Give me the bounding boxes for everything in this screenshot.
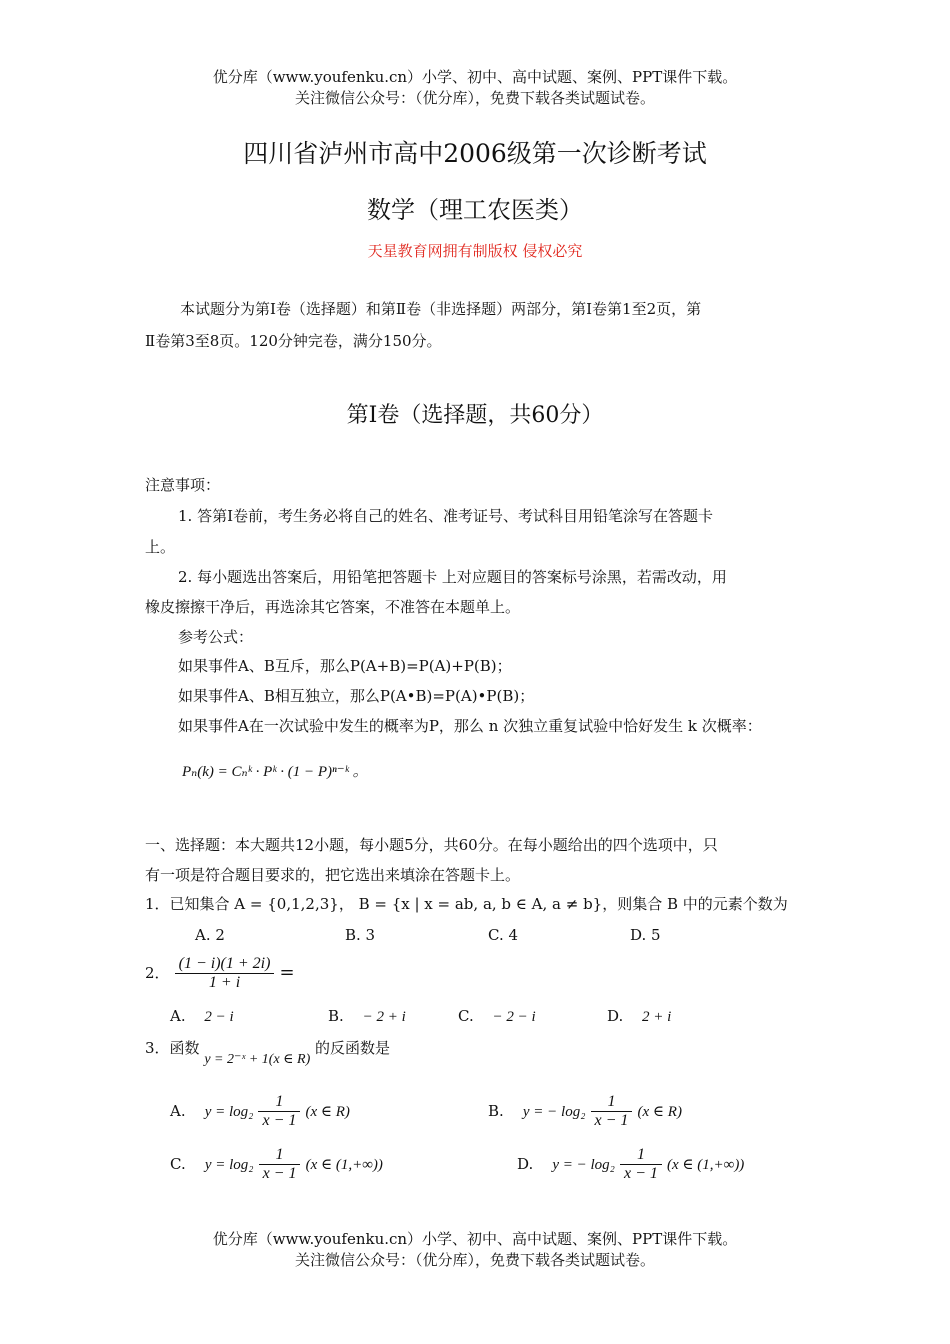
- option-a-fraction: [258, 1093, 300, 1130]
- question-1-option-c: C. 4: [488, 926, 519, 944]
- option-d-label: D.: [517, 1155, 534, 1173]
- option-d-label: D.: [607, 1007, 624, 1025]
- page-subtitle: 数学（理工农医类）: [367, 196, 583, 224]
- question-2-numerator: (1 − i)(1 + 2i): [175, 955, 275, 974]
- option-c-label: C.: [170, 1155, 186, 1173]
- question-2-option-a: [170, 1007, 234, 1026]
- fraction-denominator: x − 1: [262, 1112, 297, 1129]
- fraction-numerator: 1: [591, 1093, 633, 1112]
- question-2-denominator: 1 + i: [208, 974, 241, 991]
- option-d-fraction: [620, 1146, 662, 1183]
- option-b-fraction: [591, 1093, 633, 1130]
- note-2-line-2: 橡皮擦擦干净后，再选涂其它答案，不准答在本题单上。: [145, 598, 521, 616]
- note-1-line-2: 上。: [145, 538, 176, 556]
- option-c-fraction: [259, 1146, 301, 1183]
- option-b-domain: (x ∈ R): [637, 1104, 682, 1120]
- fraction-numerator: 1: [259, 1146, 301, 1165]
- fraction-denominator: x − 1: [262, 1165, 297, 1182]
- question-3-function: y = 2⁻ˣ + 1(x ∈ R): [204, 1052, 311, 1067]
- option-c-label: C.: [458, 1007, 474, 1025]
- question-3-option-b: [488, 1093, 682, 1130]
- page-title: 四川省泸州市高中2006级第一次诊断考试: [243, 139, 707, 168]
- formula-independent: 如果事件A、B相互独立，那么P(A•B)=P(A)•P(B)；: [178, 687, 535, 705]
- question-3-label: 3．函数: [145, 1039, 200, 1057]
- reference-heading: 参考公式：: [178, 628, 254, 646]
- formula-binomial-desc: 如果事件A在一次试验中发生的概率为P，那么 n 次独立重复试验中恰好发生 k 次概率：: [178, 717, 762, 735]
- note-2-line-1: 2. 每小题选出答案后，用铅笔把答题卡 上对应题目的答案标号涂黑，若需改动，用: [178, 568, 727, 586]
- formula-mutually-exclusive: 如果事件A、B互斥，那么P(A+B)=P(A)+P(B)；: [178, 657, 512, 675]
- option-a-label: A.: [170, 1102, 186, 1120]
- question-2-option-d: [607, 1007, 671, 1026]
- question-3-stem: [145, 1037, 391, 1067]
- intro-line-2: Ⅱ卷第3至8页。120分钟完卷，满分150分。: [145, 332, 442, 350]
- note-1-line-1: 1. 答第Ⅰ卷前，考生务必将自己的姓名、准考证号、考试科目用铅笔涂写在答题卡: [178, 507, 714, 525]
- fraction-denominator: x − 1: [624, 1165, 658, 1182]
- part1-instructions-line-2: 有一项是符合题目要求的，把它选出来填涂在答题卡上。: [145, 866, 521, 884]
- part1-instructions-line-1: 一、选择题：本大题共12小题，每小题5分，共60分。在每小题给出的四个选项中，只: [145, 836, 718, 854]
- notes-heading: 注意事项：: [145, 476, 221, 494]
- option-d-value: 2 + i: [642, 1009, 672, 1025]
- option-a-value: 2 − i: [204, 1009, 234, 1025]
- question-1-option-a: A. 2: [195, 926, 225, 944]
- option-c-value: − 2 − i: [492, 1009, 536, 1025]
- intro-line-1: 本试题分为第Ⅰ卷（选择题）和第Ⅱ卷（非选择题）两部分，第Ⅰ卷第1至2页，第: [180, 300, 702, 318]
- question-2-label: 2．: [145, 964, 170, 982]
- footer-line-1: 优分库（www.youfenku.cn）小学、初中、高中试题、案例、PPT课件下载。: [212, 1230, 738, 1248]
- fraction-denominator: x − 1: [594, 1112, 629, 1129]
- option-b-value: − 2 + i: [362, 1009, 406, 1025]
- question-1-option-b: B. 3: [345, 926, 376, 944]
- header-line-2: 关注微信公众号：（优分库），免费下载各类试题试卷。: [294, 89, 655, 107]
- footer-line-2: 关注微信公众号：（优分库），免费下载各类试题试卷。: [294, 1251, 655, 1269]
- option-c-log: y = log₂: [204, 1157, 254, 1173]
- question-3-option-c: [170, 1146, 383, 1183]
- header-line-1: 优分库（www.youfenku.cn）小学、初中、高中试题、案例、PPT课件下载。: [212, 68, 738, 86]
- fraction-numerator: 1: [620, 1146, 662, 1165]
- option-b-log: y = − log₂: [522, 1104, 586, 1120]
- question-3-option-d: [517, 1146, 744, 1183]
- question-1-stem: 1．已知集合 A = {0,1,2,3}， B = {x | x = ab, a, b ∈ A, a ≠ b}，则集合 B 中的元素个数为: [145, 895, 788, 913]
- question-2-option-c: [458, 1007, 536, 1026]
- option-c-domain: (x ∈ (1,+∞)): [305, 1157, 383, 1173]
- question-3-option-a: [170, 1093, 350, 1130]
- question-2-option-b: [328, 1007, 406, 1026]
- question-2-equals: =: [279, 962, 295, 983]
- option-d-domain: (x ∈ (1,+∞)): [667, 1157, 745, 1173]
- question-1-option-d: D. 5: [630, 926, 661, 944]
- option-a-domain: (x ∈ R): [305, 1104, 350, 1120]
- option-a-label: A.: [170, 1007, 186, 1025]
- question-2-fraction: [175, 955, 275, 992]
- copyright-notice: 天星教育网拥有制版权 侵权必究: [367, 242, 583, 260]
- binomial-formula: Pₙ(k) = Cₙᵏ · Pᵏ · (1 − P)ⁿ⁻ᵏ 。: [182, 764, 368, 780]
- question-2-stem: [145, 955, 295, 992]
- option-d-log: y = − log₂: [552, 1157, 615, 1173]
- option-b-label: B.: [488, 1102, 504, 1120]
- option-a-log: y = log₂: [204, 1104, 254, 1120]
- question-3-tail: 的反函数是: [315, 1039, 391, 1057]
- option-b-label: B.: [328, 1007, 344, 1025]
- section-title: 第Ⅰ卷（选择题，共60分）: [346, 403, 604, 428]
- fraction-numerator: 1: [258, 1093, 300, 1112]
